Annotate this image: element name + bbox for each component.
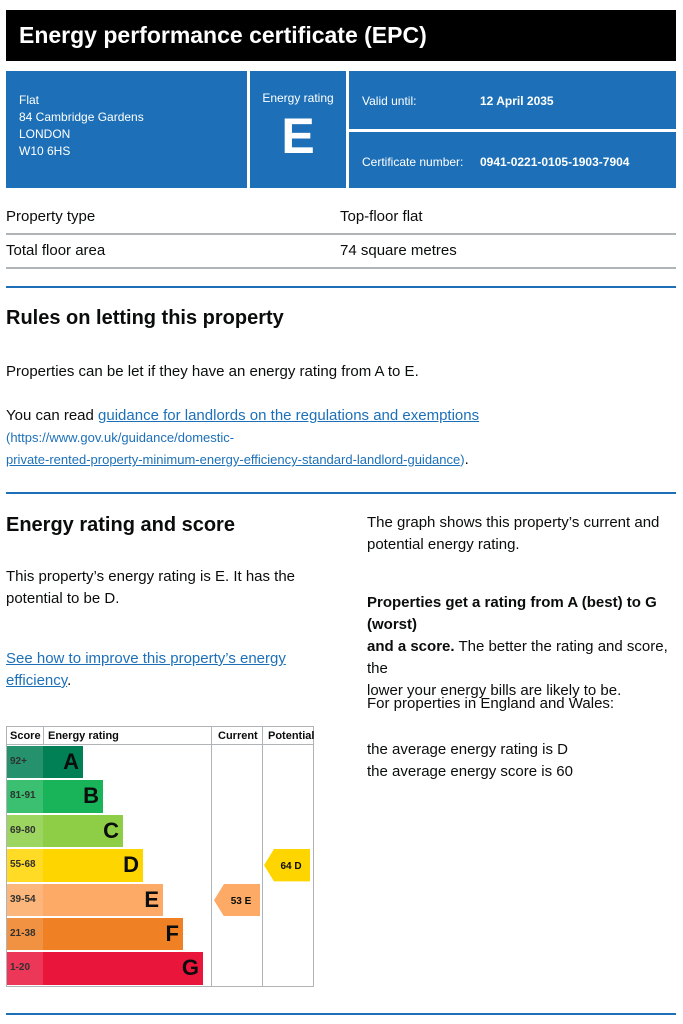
band-letter-G: G [181,955,199,981]
address-type: Flat [19,93,40,107]
section-divider [6,286,676,288]
band-letter-F: F [165,921,179,946]
floor-area-row [6,234,676,269]
band-bar-C [43,815,123,847]
property-type-key: Property type [6,208,96,225]
band-letter-D: D [123,852,139,878]
chart-header-rating: Energy rating [48,730,119,742]
landlord-guidance-link[interactable]: guidance for landlords on the regulations and exemptions [98,407,480,424]
valid-until [349,71,676,129]
rating-explanation-bold2: and a score. [367,638,455,655]
band-bar-B [43,780,103,812]
address-line2: LONDON [19,127,71,141]
graph-explanation-line2: potential energy rating. [367,536,520,553]
band-bar-F [43,918,183,950]
link-suffix: . [67,672,72,689]
property-address [6,71,247,188]
potential-rating-arrow-label: 64 D [280,861,302,873]
section-divider [6,1013,676,1015]
chart-col-divider [262,727,263,986]
section-divider [6,492,676,494]
band-bar-A [43,746,83,778]
letting-p2-prefix: You can read [6,407,99,424]
rating-explanation-bold1: Properties get a rating from A (best) to G (worst) [367,594,657,633]
energy-rating-chart [6,726,314,987]
energy-summary-line2: potential to be D. [6,590,120,607]
graph-explanation-line1: The graph shows this property’s current and [367,514,660,531]
address-postcode: W10 6HS [19,144,71,158]
valid-until-label: Valid until: [362,94,417,108]
band-letter-A: A [63,749,79,774]
band-bar-D [43,849,143,881]
property-type-row [6,200,676,235]
band-score-G: 1-20 [7,952,43,984]
average-rating: the average energy rating is D [367,741,568,758]
floor-area-value: 74 square metres [340,242,457,259]
certificate-number-value: 0941-0221-0105-1903-7904 [480,155,630,169]
energy-summary [6,566,326,610]
band-bar-E [43,884,163,916]
certificate-number-label: Certificate number: [362,155,464,169]
band-score-A: 92+ [7,746,43,778]
band-letter-C: C [103,817,119,843]
guidance-url-close: ) [460,452,465,467]
chart-header-score: Score [10,730,41,742]
address-line1: 84 Cambridge Gardens [19,110,144,124]
current-rating-arrow [214,884,260,916]
energy-rating-letter: E [281,108,315,164]
letting-paragraph-1: Properties can be let if they have an energy rating from A to E. [6,363,419,380]
improve-link-block [6,648,326,692]
energy-rating-label: Energy rating [262,91,334,105]
letting-heading: Rules on letting this property [6,307,284,329]
rating-explanation [367,592,677,702]
chart-col-divider [211,727,212,986]
band-score-C: 69-80 [7,815,43,847]
improve-efficiency-link[interactable]: See how to improve this property’s energy [6,650,286,667]
chart-header-current: Current [218,730,258,742]
energy-rating-box [250,71,346,188]
england-wales-intro: For properties in England and Wales: [367,695,615,712]
graph-explanation [367,512,677,556]
chart-header-rule [7,744,313,745]
letting-paragraph-2 [6,405,676,471]
energy-heading: Energy rating and score [6,514,235,536]
letting-p2-suffix: . [464,451,469,468]
current-rating-arrow-label: 53 E [230,895,252,907]
average-score: the average energy score is 60 [367,763,573,780]
average-stats [367,739,677,783]
improve-efficiency-link-2[interactable]: efficiency [6,672,68,689]
chart-header-potential: Potential [268,730,315,742]
band-bar-G [43,952,203,984]
band-letter-E: E [144,886,159,912]
guidance-url-2[interactable]: private-rented-property-minimum-energy-efficiency-standard-landlord-guidance [6,452,461,467]
rating-explanation-rest2: lower your energy bills are likely to be. [367,682,622,699]
valid-until-value: 12 April 2035 [480,94,554,108]
guidance-url-1[interactable]: (https://www.gov.uk/guidance/domestic- [6,430,235,445]
band-score-E: 39-54 [7,884,43,916]
certificate-number [349,132,676,188]
page-title: Energy performance certificate (EPC) [6,10,676,61]
property-type-value: Top-floor flat [340,208,423,225]
band-score-F: 21-38 [7,918,43,950]
potential-rating-arrow [264,849,310,881]
floor-area-key: Total floor area [6,242,106,259]
band-score-D: 55-68 [7,849,43,881]
band-score-B: 81-91 [7,780,43,812]
rating-explanation-rest1: The better the rating and score, the [367,638,668,677]
band-letter-B: B [83,783,99,809]
chart-col-divider [43,727,44,745]
energy-summary-line1: This property’s energy rating is E. It has the [6,568,296,585]
